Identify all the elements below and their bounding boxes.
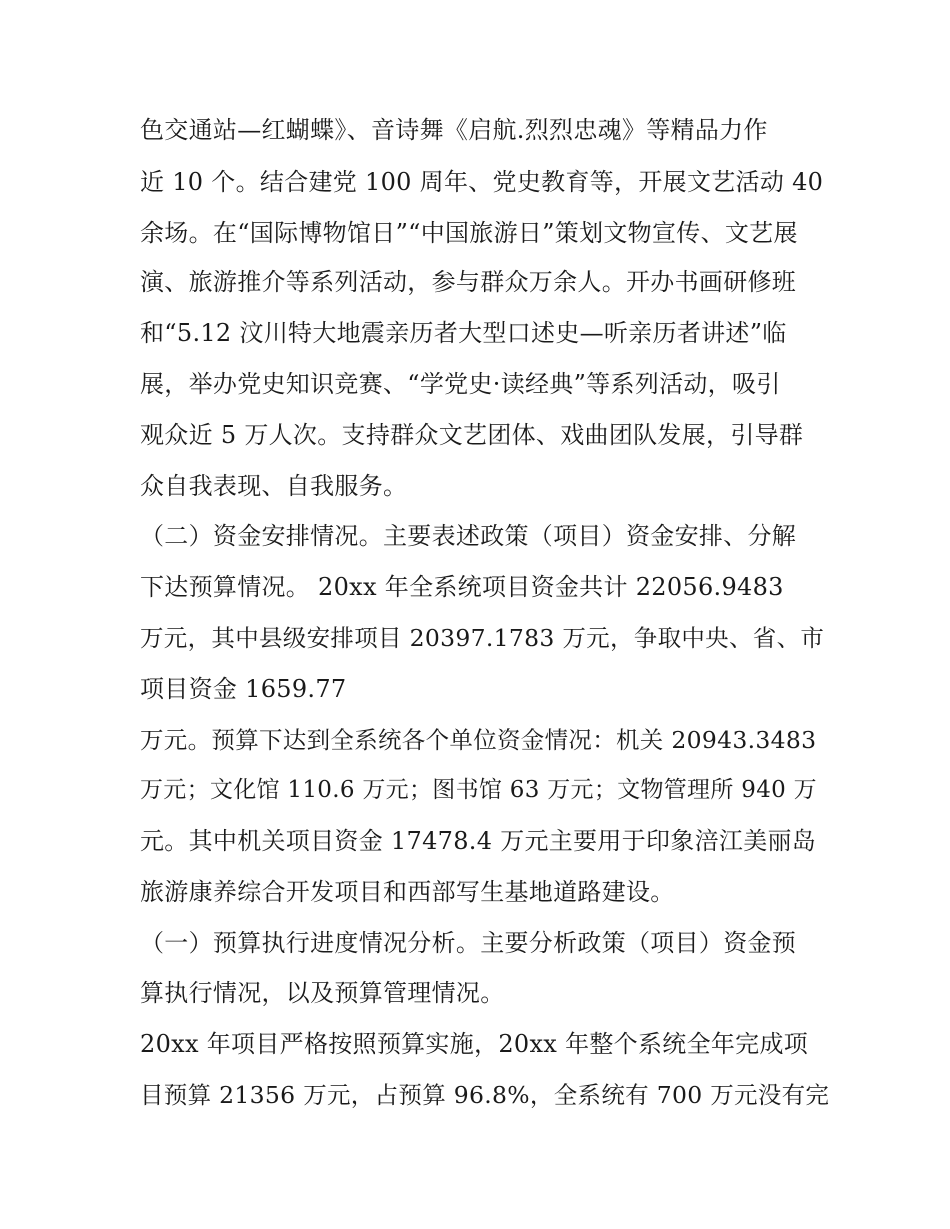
body-text-line: 众自我表现、自我服务。 bbox=[140, 472, 408, 500]
body-text-line: 算执行情况，以及预算管理情况。 bbox=[140, 979, 505, 1007]
section-heading-line: （二）资金安排情况。主要表述政策（项目）资金安排、分解 bbox=[140, 522, 797, 550]
body-text-line: 和“5.12 汶川特大地震亲历者大型口述史—听亲历者讲述”临 bbox=[140, 319, 787, 347]
body-text-line: 20xx 年项目严格按照预算实施，20xx 年整个系统全年完成项 bbox=[140, 1030, 809, 1058]
body-text-line: 万元。预算下达到全系统各个单位资金情况：机关 20943.3483 bbox=[140, 726, 817, 754]
body-text-line: 万元；文化馆 110.6 万元；图书馆 63 万元；文物管理所 940 万 bbox=[140, 777, 817, 803]
body-text-line: 观众近 5 万人次。支持群众文艺团体、戏曲团队发展，引导群 bbox=[140, 421, 804, 449]
body-text-line: 展，举办党史知识竞赛、“学党史·读经典”等系列活动，吸引 bbox=[140, 370, 781, 398]
body-text-line: 万元，其中县级安排项目 20397.1783 万元，争取中央、省、市 bbox=[140, 624, 825, 652]
body-text-line: 元。其中机关项目资金 17478.4 万元主要用于印象涪江美丽岛 bbox=[140, 827, 817, 855]
body-text-line: 目预算 21356 万元，占预算 96.8%，全系统有 700 万元没有完 bbox=[140, 1081, 830, 1109]
body-text-line: 下达预算情况。 20xx 年全系统项目资金共计 22056.9483 bbox=[140, 573, 784, 601]
body-text-line: 项目资金 1659.77 bbox=[140, 675, 347, 703]
body-text-line: 演、旅游推介等系列活动，参与群众万余人。开办书画研修班 bbox=[140, 268, 797, 296]
body-text-line: 余场。在“国际博物馆日”“中国旅游日”策划文物宣传、文艺展 bbox=[140, 219, 798, 247]
body-text-line: 近 10 个。结合建党 100 周年、党史教育等，开展文艺活动 40 bbox=[140, 168, 824, 196]
section-heading-line: （一）预算执行进度情况分析。主要分析政策（项目）资金预 bbox=[140, 929, 797, 957]
body-text-line: 旅游康养综合开发项目和西部写生基地道路建设。 bbox=[140, 878, 675, 906]
body-text-line: 色交通站—红蝴蝶》、音诗舞《启航.烈烈忠魂》等精品力作 bbox=[140, 116, 768, 144]
